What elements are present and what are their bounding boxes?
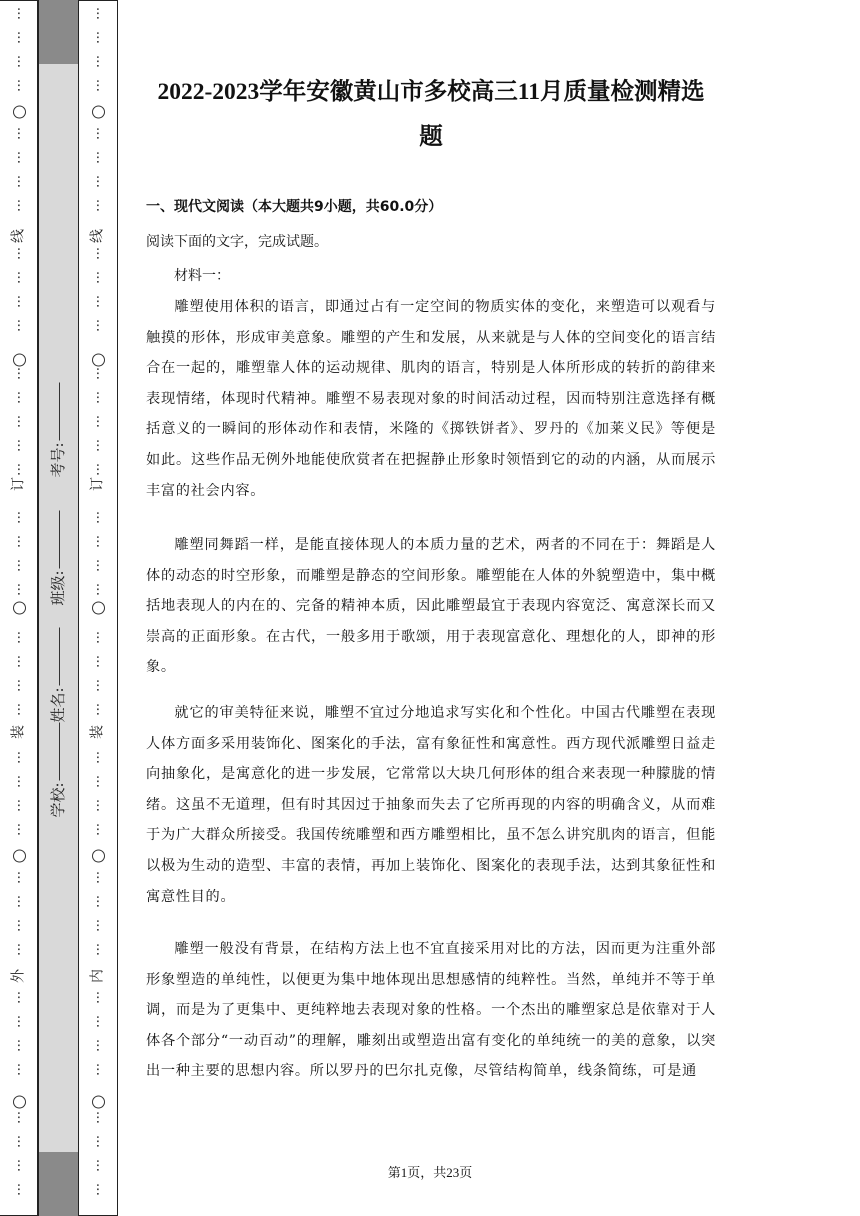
name-field[interactable]: 姓名:: [47, 684, 68, 723]
paragraph-4: 雕塑一般没有背景，在结构方法上也不宜直接采用对比的方法，因而更为注重外部形象塑造的单纯性，以便更为集中地体现出思想感情的纯粹性。当然，单纯并不等于单调，而是为了更集中、更纯粹地去表现对象的性格。一个杰出的雕塑家总是依靠对于人体各个部分“一动百动”的理解，雕刻出或塑造出富有变化的单纯统一的美的意象，以突出一种主要的思想内容。所以罗丹的巴尔扎克像，尽管结构简单，线条简练，可是通: [146, 941, 716, 1080]
outer-dot: ⋮: [12, 558, 26, 574]
outer-dot: ⋮: [12, 678, 26, 694]
inner-dot: ⋮: [91, 1110, 105, 1126]
outer-dot: ⋮: [12, 1014, 26, 1030]
inner-dot: ⋮: [91, 366, 105, 382]
outer-dot: ⋮: [12, 822, 26, 838]
outer-dot: ⋮: [12, 30, 26, 46]
inner-dot: ⋮: [91, 654, 105, 670]
inner-dot: ⋮: [91, 870, 105, 886]
outer-dot: ⋮: [12, 6, 26, 22]
outer-circle-mark: [13, 354, 26, 367]
outer-dot: ⋮: [12, 630, 26, 646]
inner-dot: ⋮: [91, 270, 105, 286]
outer-dot: ⋮: [12, 438, 26, 454]
inner-dot: ⋮: [91, 462, 105, 478]
inner-dot: ⋮: [91, 750, 105, 766]
page-footer: 第1页，共23页: [387, 1165, 473, 1180]
outer-dot: ⋮: [12, 54, 26, 70]
material-label: 材料一：: [174, 268, 230, 284]
inner-dot: ⋮: [91, 294, 105, 310]
outer-dot: ⋮: [12, 582, 26, 598]
outer-dot: ⋮: [12, 942, 26, 958]
inner-dot: ⋮: [91, 1014, 105, 1030]
inner-dot: ⋮: [91, 78, 105, 94]
outer-dot: ⋮: [12, 1062, 26, 1078]
inner-dot: ⋮: [91, 126, 105, 142]
inner-circle-mark: [92, 354, 105, 367]
outer-dot: ⋮: [12, 1158, 26, 1174]
outer-circle-mark: [13, 850, 26, 863]
inner-dot: ⋮: [91, 822, 105, 838]
inner-label-mark: 订: [89, 477, 106, 491]
exam-number-field[interactable]: 考号:: [47, 439, 68, 478]
inner-dot: ⋮: [91, 1134, 105, 1150]
binding-margin: [0, 0, 118, 1216]
inner-dot: ⋮: [91, 774, 105, 790]
inner-label-mark: 线: [89, 229, 106, 243]
inner-label-mark: 装: [89, 725, 106, 739]
outer-dot: ⋮: [12, 654, 26, 670]
inner-dot: ⋮: [91, 702, 105, 718]
outer-dot: ⋮: [12, 870, 26, 886]
outer-label-mark: 外: [10, 969, 27, 983]
inner-dot: ⋮: [91, 246, 105, 262]
inner-dot: ⋮: [91, 198, 105, 214]
outer-dot: ⋮: [12, 198, 26, 214]
outer-dot: ⋮: [12, 246, 26, 262]
inner-circle-mark: [92, 850, 105, 863]
document-title: 2022-2023学年安徽黄山市多校高三11月质量检测精选题: [157, 79, 705, 150]
class-field[interactable]: 班级:: [47, 567, 68, 606]
outer-dot: ⋮: [12, 894, 26, 910]
outer-dot: ⋮: [12, 510, 26, 526]
inner-dot: ⋮: [91, 558, 105, 574]
inner-circle-mark: [92, 602, 105, 615]
outer-dot: ⋮: [12, 798, 26, 814]
outer-dot: ⋮: [12, 1182, 26, 1198]
inner-dot: ⋮: [91, 894, 105, 910]
inner-dot: ⋮: [91, 30, 105, 46]
outer-circle-mark: [13, 602, 26, 615]
outer-dot: ⋮: [12, 270, 26, 286]
inner-dot: ⋮: [91, 942, 105, 958]
outer-label-mark: 线: [10, 229, 27, 243]
inner-dot: ⋮: [91, 6, 105, 22]
outer-dot: ⋮: [12, 414, 26, 430]
paragraph-2: 雕塑同舞蹈一样，是能直接体现人的本质力量的艺术，两者的不同在于：舞蹈是人体的动态的时空形象，而雕塑是静态的空间形象。雕塑能在人体的外貌塑造中，集中概括地表现人的内在的、完备的精神本质，因此雕塑最宜于表现内容宽泛、寓意深长而又崇高的正面形象。在古代，一般多用于歌颂，用于表现富意化、理想化的人，即神的形象。: [146, 537, 716, 676]
outer-dot: ⋮: [12, 918, 26, 934]
outer-dot: ⋮: [12, 390, 26, 406]
inner-circle-mark: [92, 106, 105, 119]
paragraph-3: 就它的审美特征来说，雕塑不宜过分地追求写实化和个性化。中国古代雕塑在表现人体方面多采用装饰化、图案化的手法，富有象征性和寓意性。西方现代派雕塑日益走向抽象化，是寓意化的进一步发展，它常常以大块几何形体的组合来表现一种朦胧的情绪。这虽不无道理，但有时其因过于抽象而失去了它所再现的内容的明确含义，从而难于为广大群众所接受。我国传统雕塑和西方雕塑相比，虽不怎么讲究肌肉的语言，但能以极为生动的造型、丰富的表情，再加上装饰化、图案化的表现手法，达到其象征性和寓意性目的。: [146, 705, 716, 905]
outer-dot: ⋮: [12, 126, 26, 142]
school-field[interactable]: 学校:: [47, 779, 68, 818]
outer-dot: ⋮: [12, 294, 26, 310]
inner-dot: ⋮: [91, 534, 105, 550]
outer-dot: ⋮: [12, 534, 26, 550]
paragraph-1: 雕塑使用体积的语言，即通过占有一定空间的物质实体的变化，来塑造可以观看与触摸的形体，形成审美意象。雕塑的产生和发展，从来就是与人体的空间变化的语言结合在一起的，雕塑靠人体的运动规律、肌肉的语言，特别是人体所形成的转折的韵律来表现情绪，体现时代精神。雕塑不易表现对象的时间活动过程，因而特别注意选择有概括意义的一瞬间的形体动作和表情，米隆的《掷铁饼者》、罗丹的《加莱义民》等便是如此。这些作品无例外地能使欣赏者在把握静止形象时领悟到它的动的内涵，从而展示丰富的社会内容。: [146, 299, 716, 499]
inner-dot: ⋮: [91, 798, 105, 814]
outer-dot: ⋮: [12, 174, 26, 190]
inner-dot: ⋮: [91, 438, 105, 454]
inner-dot: ⋮: [91, 390, 105, 406]
inner-dot: ⋮: [91, 918, 105, 934]
outer-circle-mark: [13, 1096, 26, 1109]
inner-dot: ⋮: [91, 678, 105, 694]
inner-dot: ⋮: [91, 414, 105, 430]
inner-dot: ⋮: [91, 630, 105, 646]
outer-circle-mark: [13, 106, 26, 119]
outer-dotted-line: [0, 0, 38, 1216]
outer-dot: ⋮: [12, 366, 26, 382]
inner-dotted-line: [79, 0, 117, 1216]
outer-dot: ⋮: [12, 1038, 26, 1054]
section-heading: 一、现代文阅读（本大题共9小题，共60.0分）: [146, 199, 443, 215]
outer-dot: ⋮: [12, 318, 26, 334]
outer-label-mark: 装: [10, 725, 27, 739]
inner-dot: ⋮: [91, 54, 105, 70]
outer-dot: ⋮: [12, 990, 26, 1006]
outer-dot: ⋮: [12, 702, 26, 718]
outer-dot: ⋮: [12, 462, 26, 478]
outer-dot: ⋮: [12, 150, 26, 166]
outer-label-mark: 订: [10, 477, 27, 491]
outer-dot: ⋮: [12, 774, 26, 790]
inner-dot: ⋮: [91, 150, 105, 166]
outer-dot: ⋮: [12, 750, 26, 766]
inner-dot: ⋮: [91, 1158, 105, 1174]
reading-instruction: 阅读下面的文字，完成试题。: [146, 234, 328, 250]
inner-dot: ⋮: [91, 990, 105, 1006]
inner-dot: ⋮: [91, 510, 105, 526]
inner-dot: ⋮: [91, 1062, 105, 1078]
inner-dot: ⋮: [91, 1038, 105, 1054]
inner-dot: ⋮: [91, 1182, 105, 1198]
outer-dot: ⋮: [12, 1134, 26, 1150]
inner-label-mark: 内: [89, 969, 106, 983]
student-info: [38, 0, 77, 1216]
outer-dot: ⋮: [12, 1110, 26, 1126]
inner-dot: ⋮: [91, 174, 105, 190]
inner-circle-mark: [92, 1096, 105, 1109]
inner-dot: ⋮: [91, 318, 105, 334]
inner-dot: ⋮: [91, 582, 105, 598]
outer-dot: ⋮: [12, 78, 26, 94]
